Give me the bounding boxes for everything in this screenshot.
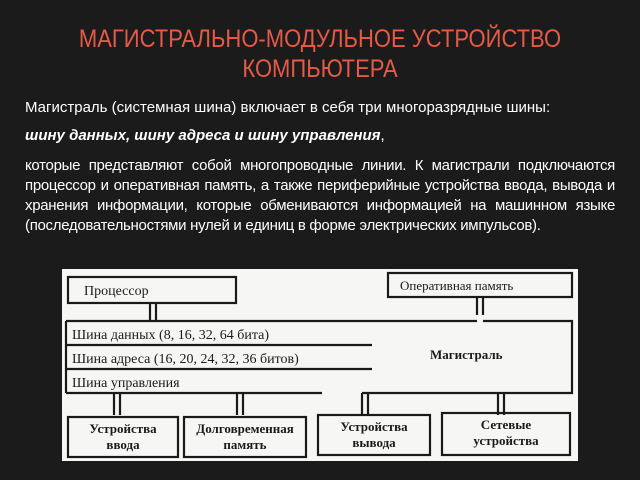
network-devices-label-1: Сетевые [480,417,532,432]
address-bus-label: Шина адреса (16, 20, 24, 32, 36 битов) [72,352,299,367]
buses-suffix: , [380,127,385,144]
output-devices-label-2: вывода [352,435,396,450]
buses-list-text [25,126,615,146]
slide-title: МАГИСТРАЛЬНО-МОДУЛЬНОЕ УСТРОЙСТВО КОМПЬЮТЕРА [78,25,562,83]
storage-label-1: Долговременная [196,421,294,436]
control-bus-label: Шина управления [72,376,180,391]
data-bus-label: Шина данных (8, 16, 32, 64 бита) [72,328,269,343]
description-text: которые представляют собой многопроводные линии. К магистрали подключаются процессор и оперативная память, а также периферийные устройства ввода, вывода и хранения информации, которые обмениваются информацией на машинном языке (последовательностями нулей и единиц в форме электрических импульсов). [25,157,615,234]
input-devices-label-1: Устройства [89,421,157,436]
input-devices-label-2: ввода [106,437,140,452]
ram-label: Оперативная память [400,278,514,293]
output-devices-label-1: Устройства [340,419,408,434]
processor-label: Процессор [84,284,149,299]
main-bus-label: Магистраль [430,347,503,362]
buses-emphasis: шину данных, шину адреса и шину управления [25,127,381,144]
intro-text: Магистраль (системная шина) включает в себя три многоразрядные шины: [25,99,551,116]
network-devices-label-2: устройства [473,433,539,448]
architecture-diagram [62,269,578,461]
storage-label-2: память [223,437,267,452]
